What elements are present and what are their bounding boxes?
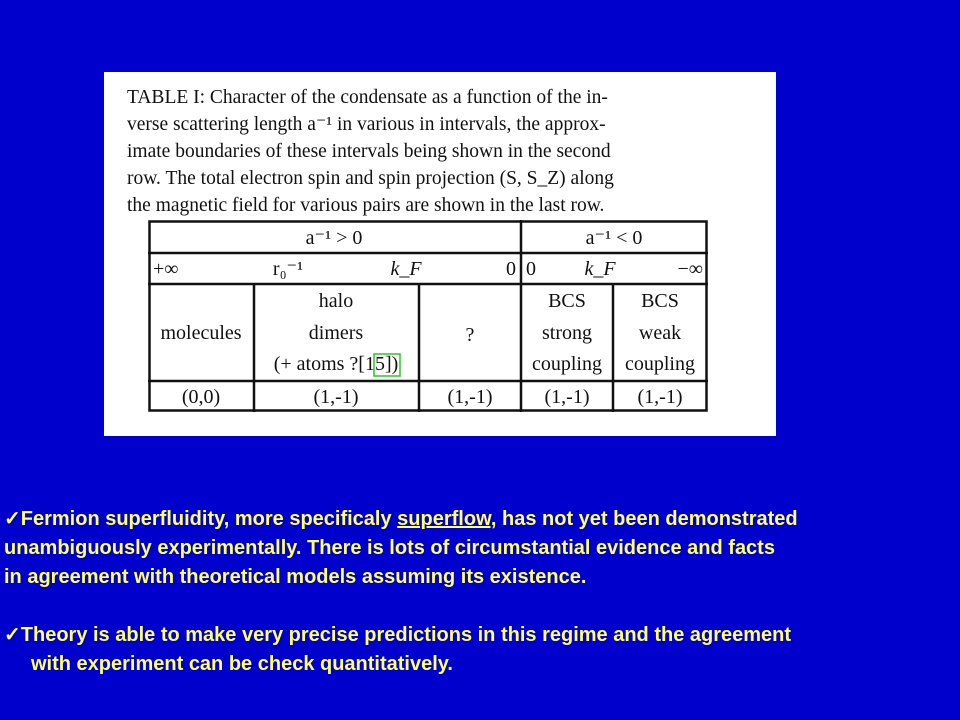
boundary-kf: k_F — [390, 258, 422, 280]
cell-halo: halo — [318, 290, 354, 312]
cell-bcs-strong-1: BCS — [548, 290, 586, 312]
bullet-text: unambiguously experimentally. There is lots of circumstantial evidence and facts — [4, 537, 775, 559]
checkmark-icon: ✓ — [4, 624, 21, 646]
superflow-link[interactable]: superflow, — [397, 508, 497, 530]
checkmark-icon: ✓ — [4, 508, 21, 530]
caption-line: verse scattering length a⁻¹ in various in intervals, the approx- — [127, 114, 606, 135]
spin-unknown: (1,-1) — [447, 386, 493, 408]
cell-halo-atoms: (+ atoms ?[15]) — [273, 353, 399, 375]
header-positive: a⁻¹ > 0 — [305, 227, 363, 249]
header-negative: a⁻¹ < 0 — [585, 227, 643, 249]
spin-halo-dimers: (1,-1) — [313, 386, 359, 408]
caption-line: imate boundaries of these intervals being shown in the second — [127, 141, 611, 162]
bullet-text: Fermion superfluidity, more specificaly — [20, 508, 398, 530]
caption-line: TABLE I: Character of the condensate as a function of the in- — [127, 87, 608, 108]
boundary-plus-infinity: +∞ — [153, 258, 179, 280]
spacer — [4, 592, 956, 621]
boundary-zero-left: 0 — [506, 258, 516, 280]
cell-molecules: molecules — [160, 322, 242, 344]
boundary-r0-inverse: r₀⁻¹ — [272, 258, 304, 280]
boundary-minus-infinity: −∞ — [677, 258, 703, 280]
table-figure — [104, 72, 776, 436]
bullet-theory — [4, 621, 956, 679]
cell-bcs-strong-2: strong — [542, 322, 592, 344]
cell-bcs-strong-3: coupling — [532, 353, 602, 375]
caption-line: the magnetic field for various pairs are shown in the last row. — [127, 195, 605, 216]
bullet-superfluidity — [4, 505, 956, 592]
caption-line: row. The total electron spin and spin projection (S, S_Z) along — [127, 168, 614, 189]
boundary-kf: k_F — [584, 258, 616, 280]
boundary-zero-right: 0 — [526, 258, 536, 280]
spin-molecules: (0,0) — [181, 386, 221, 408]
bullet-list — [4, 505, 956, 679]
cell-bcs-weak-1: BCS — [641, 290, 679, 312]
bullet-text: in agreement with theoretical models assuming its existence. — [4, 566, 587, 588]
cell-unknown: ? — [465, 324, 475, 346]
condensate-table — [148, 220, 708, 412]
cell-dimers: dimers — [308, 322, 364, 344]
table-caption — [127, 84, 742, 219]
cell-bcs-weak-3: coupling — [625, 353, 695, 375]
bullet-text: with experiment can be check quantitatively. — [31, 653, 453, 675]
cell-bcs-weak-2: weak — [638, 322, 682, 344]
spin-bcs-strong: (1,-1) — [544, 386, 590, 408]
bullet-text: has not yet been demonstrated — [496, 508, 798, 530]
spin-bcs-weak: (1,-1) — [637, 386, 683, 408]
bullet-text: Theory is able to make very precise predictions in this regime and the agreement — [20, 624, 792, 646]
